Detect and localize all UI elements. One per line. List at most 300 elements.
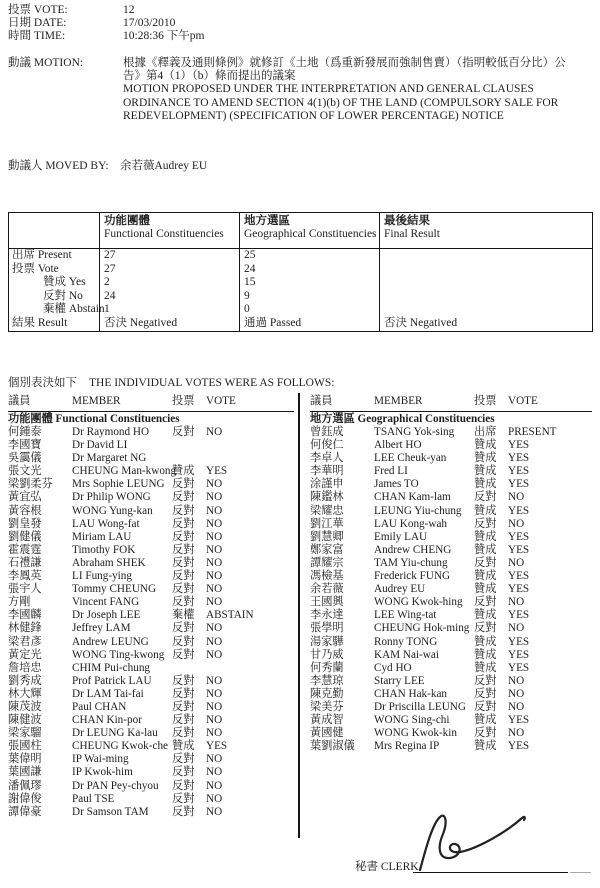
vote-value-en: YES <box>508 452 530 465</box>
vote-value-zh: 贊成 <box>474 478 497 491</box>
vote-value-zh: 贊成 <box>474 439 497 452</box>
vote-value-en: NO <box>206 674 223 687</box>
vote-row <box>8 622 294 635</box>
vote-value-en: YES <box>508 439 530 452</box>
vote-value-zh: 贊成 <box>474 452 497 465</box>
member-name-en: Emily LAU <box>374 530 428 543</box>
member-en-header: MEMBER <box>72 395 121 407</box>
member-name-zh: 甘乃威 <box>310 648 344 661</box>
vote-row <box>310 609 592 622</box>
summary-row-label: 投票 Vote <box>12 262 59 275</box>
vote-value-en: NO <box>206 491 223 504</box>
member-name-zh: 李永達 <box>310 609 344 622</box>
summary-header-final <box>379 213 592 249</box>
member-name-en: LEUNG Yiu-chung <box>374 504 462 517</box>
vote-value-en: NO <box>206 766 223 779</box>
member-name-en: James TO <box>374 478 419 491</box>
geographical-votes-column <box>310 393 592 753</box>
member-name-en: LEE Wing-tat <box>374 609 437 622</box>
member-name-zh: 李慧琼 <box>310 674 344 687</box>
member-name-zh: 林大輝 <box>8 687 42 700</box>
vote-row <box>310 662 592 675</box>
functional-section-label: 功能團體 Functional Constituencies <box>8 413 180 425</box>
member-name-en: Tommy CHEUNG <box>72 583 157 596</box>
vote-row <box>310 636 592 649</box>
vote-row <box>8 766 294 779</box>
vote-value-zh: 贊成 <box>474 530 497 543</box>
vote-row <box>8 544 294 557</box>
member-name-en: Fred LI <box>374 465 408 478</box>
vote-value-en: YES <box>508 635 530 648</box>
member-name-en: Mrs Sophie LEUNG <box>72 478 165 491</box>
member-name-zh: 黃宜弘 <box>8 491 42 504</box>
vote-value-zh: 反對 <box>172 766 195 779</box>
member-name-en: IP Wai-ming <box>72 753 129 766</box>
moved-by-value: 余若薇Audrey EU <box>120 160 208 172</box>
vote-row <box>8 439 294 452</box>
vote-value-en: NO <box>206 570 223 583</box>
vote-value-en: YES <box>508 465 530 478</box>
vote-value-zh: 反對 <box>172 753 195 766</box>
member-name-zh: 林健鋒 <box>8 622 42 635</box>
member-name-zh: 葉國謙 <box>8 766 42 779</box>
vote-value-zh: 反對 <box>172 491 195 504</box>
summary-row-label: 贊成 Yes <box>43 276 86 289</box>
vote-value-zh: 反對 <box>172 687 195 700</box>
member-name-zh: 劉皇發 <box>8 517 42 530</box>
member-name-en: CHEUNG Hok-ming <box>374 622 470 635</box>
vote-value-zh: 反對 <box>172 622 195 635</box>
motion-block <box>8 57 592 123</box>
vote-row <box>8 478 294 491</box>
member-name-en: Albert HO <box>374 439 422 452</box>
member-name-zh: 李卓人 <box>310 452 344 465</box>
member-name-zh: 鄭家富 <box>310 543 344 556</box>
vote-value-en: NO <box>206 779 223 792</box>
member-name-en: CHEUNG Kwok-che <box>72 740 169 753</box>
member-name-en: LI Fung-ying <box>72 570 132 583</box>
member-name-zh: 劉健儀 <box>8 530 42 543</box>
vote-value-en: NO <box>206 714 223 727</box>
vote-row <box>8 649 294 662</box>
vote-value-en: YES <box>508 661 530 674</box>
member-name-en: CHEUNG Man-kwong <box>72 465 177 478</box>
summary-functional-value: 1 <box>99 303 239 317</box>
vote-value-en: NO <box>508 596 525 609</box>
member-name-zh: 潘佩璆 <box>8 779 42 792</box>
individual-votes-area <box>8 393 592 840</box>
member-name-zh: 張學明 <box>310 622 344 635</box>
summary-functional-value: 27 <box>99 249 239 263</box>
vote-row <box>8 570 294 583</box>
motion-text <box>123 57 592 123</box>
member-en-header: MEMBER <box>374 395 423 407</box>
vote-value-zh <box>172 662 206 675</box>
clerk-signature-icon <box>408 808 533 879</box>
summary-table <box>8 212 593 332</box>
vote-row <box>8 780 294 793</box>
summary-header-geographical <box>239 213 379 249</box>
summary-final-value <box>379 303 592 317</box>
vote-row <box>8 452 294 465</box>
member-name-zh: 黃定光 <box>8 648 42 661</box>
vote-value-zh: 反對 <box>172 570 195 583</box>
text-line: REDEVELOPMENT) (SPECIFICATION OF LOWER PERCENTAGE) NOTICE <box>123 109 504 122</box>
vote-row <box>8 740 294 753</box>
member-name-en: Vincent FANG <box>72 596 140 609</box>
vote-value-zh: 反對 <box>172 517 195 530</box>
summary-geographical-value: 0 <box>239 303 379 317</box>
vote-value-en: NO <box>206 635 223 648</box>
member-name-zh: 霍震霆 <box>8 543 42 556</box>
vote-value-zh: 反對 <box>172 700 195 713</box>
vote-value-en: NO <box>508 687 525 700</box>
vote-value-zh: 贊成 <box>172 465 195 478</box>
member-name-zh: 陳鑑林 <box>310 491 344 504</box>
vote-value-zh: 反對 <box>474 674 497 687</box>
member-name-en: Dr Raymond HO <box>72 426 150 438</box>
vote-value-en: YES <box>206 465 228 478</box>
vote-value-en: NO <box>206 556 223 569</box>
vote-value-zh: 反對 <box>172 504 195 517</box>
member-name-en: WONG Yung-kan <box>72 504 153 517</box>
vote-value-zh: 贊成 <box>474 714 497 727</box>
vote-value-en: NO <box>206 648 223 661</box>
vote-value-en: NO <box>206 517 223 530</box>
text-line: 告》第4（1）（b）條而提出的議案 <box>123 70 296 83</box>
member-name-en: CHAN Kin-por <box>72 714 142 727</box>
vote-value-zh: 反對 <box>172 674 195 687</box>
vote-row <box>8 727 294 740</box>
vote-row <box>8 636 294 649</box>
vote-value-en: NO <box>206 478 223 491</box>
functional-vote-rows <box>8 426 294 819</box>
vote-value-en: ABSTAIN <box>206 609 254 622</box>
member-name-zh: 梁家騮 <box>8 727 42 740</box>
member-name-zh: 譚耀宗 <box>310 556 344 569</box>
vote-row <box>310 557 592 570</box>
vote-value-zh: 反對 <box>474 727 497 740</box>
member-name-zh: 李鳳英 <box>8 570 42 583</box>
member-name-zh: 陳健波 <box>8 714 42 727</box>
summary-final-value <box>379 249 592 263</box>
member-name-zh: 劉江華 <box>310 517 344 530</box>
vote-row <box>8 465 294 478</box>
vote-value-zh: 贊成 <box>474 661 497 674</box>
vote-zh-header: 投票 <box>172 395 195 407</box>
vote-row <box>8 596 294 609</box>
vote-row <box>310 740 592 753</box>
member-name-en: Dr Priscilla LEUNG <box>374 700 466 713</box>
vote-row <box>310 491 592 504</box>
member-name-en: Dr Philip WONG <box>72 491 151 504</box>
member-name-zh: 黃成智 <box>310 714 344 727</box>
member-name-en: Jeffrey LAM <box>72 622 131 635</box>
member-name-en: TSANG Yok-sing <box>374 426 455 438</box>
vote-value-en: NO <box>508 491 525 504</box>
vote-value-zh: 贊成 <box>474 635 497 648</box>
vote-row <box>8 688 294 701</box>
vote-value-zh: 贊成 <box>474 583 497 596</box>
member-name-zh: 何秀蘭 <box>310 661 344 674</box>
member-name-en: Dr Joseph LEE <box>72 609 141 622</box>
vote-value-en: NO <box>206 792 223 805</box>
vote-value-en: NO <box>206 753 223 766</box>
member-name-en: Starry LEE <box>374 674 425 687</box>
vote-row <box>310 452 592 465</box>
member-name-zh: 李國麟 <box>8 609 42 622</box>
member-name-zh: 張文光 <box>8 465 42 478</box>
vote-value-en: NO <box>508 556 525 569</box>
vote-value-zh: 贊成 <box>172 740 195 753</box>
time-value: 10:28:36 下午pm <box>123 30 205 42</box>
member-name-en: Dr Margaret NG <box>72 452 147 465</box>
motion-text-english <box>123 83 592 123</box>
vote-row <box>310 426 592 439</box>
member-name-zh: 黃容根 <box>8 504 42 517</box>
vote-value-en <box>206 662 294 675</box>
vote-value-zh: 反對 <box>474 687 497 700</box>
vote-value-zh: 出席 <box>474 426 497 438</box>
vote-row <box>8 609 294 622</box>
vote-value-en: YES <box>508 478 530 491</box>
text-line: 根據《釋義及通則條例》就修訂《土地（爲重新發展而強制售賣）（指明較低百分比）公 <box>123 57 566 69</box>
vote-value-zh: 反對 <box>172 727 195 740</box>
member-name-zh: 梁耀忠 <box>310 504 344 517</box>
vote-value-zh: 反對 <box>172 530 195 543</box>
member-name-en: WONG Kwok-hing <box>374 596 463 609</box>
member-name-en: KAM Nai-wai <box>374 648 439 661</box>
summary-geographical-value: 9 <box>239 290 379 304</box>
summary-final-value: 否決 Negatived <box>379 317 592 331</box>
vote-number-label: 投票 VOTE: <box>8 4 68 16</box>
individual-votes-heading-en: THE INDIVIDUAL VOTES WERE AS FOLLOWS: <box>89 377 335 389</box>
vote-value-en: YES <box>508 609 530 622</box>
vote-row <box>8 426 294 439</box>
member-name-zh: 李國寶 <box>8 439 42 452</box>
vote-value-en: YES <box>508 648 530 661</box>
member-name-zh: 梁君彥 <box>8 635 42 648</box>
member-name-zh: 梁美芬 <box>310 700 344 713</box>
vote-value-en: YES <box>508 504 530 517</box>
vote-value-zh: 贊成 <box>474 465 497 478</box>
vote-value-zh: 反對 <box>172 543 195 556</box>
member-zh-header: 議員 <box>310 395 333 407</box>
vote-row <box>8 662 294 675</box>
member-name-en: LAU Wong-fat <box>72 517 140 530</box>
summary-row-label: 出席 Present <box>12 249 72 261</box>
vote-value-zh: 反對 <box>474 556 497 569</box>
vote-value-en: YES <box>508 570 530 583</box>
vote-row <box>310 518 592 531</box>
moved-by-label: 動議人 MOVED BY: <box>8 160 109 172</box>
vote-value-zh: 反對 <box>474 700 497 713</box>
member-name-en: IP Kwok-him <box>72 766 133 779</box>
summary-geographical-value: 通過 Passed <box>239 317 379 331</box>
vote-value-zh: 贊成 <box>474 543 497 556</box>
member-name-en: WONG Ting-kwong <box>72 648 165 661</box>
member-name-zh: 梁劉柔芬 <box>8 478 53 491</box>
member-name-zh: 吳靄儀 <box>8 452 42 465</box>
member-name-zh: 何俊仁 <box>310 439 344 452</box>
member-name-en: WONG Sing-chi <box>374 714 450 727</box>
summary-header-final-zh: 最後結果 <box>384 215 430 227</box>
vote-row <box>310 439 592 452</box>
vote-value-zh: 贊成 <box>474 504 497 517</box>
member-name-zh: 石禮謙 <box>8 556 42 569</box>
vote-value-zh: 贊成 <box>474 740 497 753</box>
member-name-zh: 葉偉明 <box>8 753 42 766</box>
member-name-en: Frederick FUNG <box>374 570 451 583</box>
vote-row <box>8 531 294 544</box>
summary-final-value <box>379 290 592 304</box>
summary-geographical-value: 24 <box>239 263 379 277</box>
member-name-en: Paul CHAN <box>72 700 127 713</box>
geographical-section-label: 地方選區 Geographical Constituencies <box>310 413 495 425</box>
vote-row <box>8 675 294 688</box>
member-name-zh: 劉秀成 <box>8 674 42 687</box>
member-name-en: Dr David LI <box>72 439 128 452</box>
vote-value-zh <box>172 439 206 452</box>
functional-votes-column <box>8 393 294 819</box>
vote-row <box>310 688 592 701</box>
member-name-en: Cyd HO <box>374 661 412 674</box>
member-name-en: Dr LEUNG Ka-lau <box>72 727 158 740</box>
vote-value-zh: 反對 <box>474 491 497 504</box>
vote-value-en: YES <box>206 740 228 753</box>
vote-value-zh: 反對 <box>172 805 195 818</box>
vote-row <box>310 649 592 662</box>
member-name-en: Dr LAM Tai-fai <box>72 687 144 700</box>
vote-value-en <box>206 439 294 452</box>
vote-value-en: NO <box>206 700 223 713</box>
vote-value-en: NO <box>206 596 223 609</box>
vote-value-zh: 反對 <box>172 792 195 805</box>
time-label: 時間 TIME: <box>8 30 66 42</box>
member-name-zh: 劉慧卿 <box>310 530 344 543</box>
vote-row <box>8 505 294 518</box>
vote-number-value: 12 <box>123 4 135 16</box>
vote-en-header: VOTE <box>206 395 236 407</box>
member-name-zh: 謝偉俊 <box>8 792 42 805</box>
vote-row <box>310 531 592 544</box>
vote-value-en: YES <box>508 583 530 596</box>
vote-info-block <box>8 4 204 43</box>
member-name-zh: 王國興 <box>310 596 344 609</box>
vote-value-zh <box>172 452 206 465</box>
vote-value-zh: 反對 <box>172 635 195 648</box>
summary-header-geographical-zh: 地方選區 <box>244 215 290 227</box>
vote-value-zh: 反對 <box>474 596 497 609</box>
summary-row-label: 結果 Result <box>12 316 68 329</box>
summary-functional-value: 2 <box>99 276 239 290</box>
member-name-en: Ronny TONG <box>374 635 438 648</box>
member-name-zh: 湯家驊 <box>310 635 344 648</box>
vote-value-zh: 反對 <box>172 478 195 491</box>
summary-header-functional <box>99 213 239 249</box>
date-label: 日期 DATE: <box>8 17 67 29</box>
member-name-en: Paul TSE <box>72 792 115 805</box>
moved-by-block <box>8 160 207 173</box>
vote-value-en: NO <box>206 622 223 635</box>
vote-value-zh: 贊成 <box>474 648 497 661</box>
member-name-en: Dr Samson TAM <box>72 805 149 818</box>
member-name-en: CHIM Pui-chung <box>72 661 151 674</box>
vote-value-zh: 反對 <box>172 779 195 792</box>
vote-value-zh: 反對 <box>172 714 195 727</box>
member-name-zh: 黃國健 <box>310 727 344 740</box>
summary-row-label: 反對 No <box>43 289 83 302</box>
motion-label: 動議 MOTION: <box>8 57 84 69</box>
vote-value-zh: 反對 <box>474 622 497 635</box>
vote-value-en: NO <box>206 543 223 556</box>
vote-value-en: NO <box>206 583 223 596</box>
summary-header-functional-zh: 功能團體 <box>104 215 150 227</box>
vote-value-zh: 反對 <box>474 517 497 530</box>
vote-row <box>310 596 592 609</box>
member-name-zh: 馮檢基 <box>310 570 344 583</box>
member-name-zh: 陳克勤 <box>310 687 344 700</box>
member-name-en: WONG Kwok-kin <box>374 727 457 740</box>
member-name-zh: 曾鈺成 <box>310 426 344 438</box>
motion-text-chinese <box>123 57 592 83</box>
member-zh-header: 議員 <box>8 395 31 407</box>
summary-final-value <box>379 263 592 277</box>
vote-value-zh: 贊成 <box>474 609 497 622</box>
vote-row <box>310 727 592 740</box>
summary-header-empty <box>9 213 99 249</box>
vote-value-en: NO <box>508 727 525 740</box>
vote-row <box>310 570 592 583</box>
vote-value-zh: 反對 <box>172 426 195 438</box>
vote-value-en: NO <box>508 700 525 713</box>
summary-header-geographical-en: Geographical Constituencies <box>244 228 377 240</box>
member-name-en: Abraham SHEK <box>72 556 146 569</box>
vote-value-en: NO <box>508 622 525 635</box>
individual-votes-heading-zh: 個別表決如下 <box>8 377 77 389</box>
vote-row <box>8 518 294 531</box>
vote-en-header: VOTE <box>508 395 538 407</box>
vote-value-en: YES <box>508 530 530 543</box>
clerk-label: 秘書 CLERK <box>355 861 419 873</box>
vote-value-en <box>206 452 294 465</box>
member-name-en: TAM Yiu-chung <box>374 556 448 569</box>
vote-row <box>310 478 592 491</box>
vote-value-zh: 反對 <box>172 596 195 609</box>
member-name-en: Timothy FOK <box>72 543 136 556</box>
vote-row <box>8 806 294 819</box>
vote-row <box>8 714 294 727</box>
date-value: 17/03/2010 <box>123 17 176 29</box>
vote-value-zh: 反對 <box>172 583 195 596</box>
member-name-zh: 余若薇 <box>310 583 344 596</box>
vote-value-en: NO <box>508 674 525 687</box>
text-line: ORDINANCE TO AMEND SECTION 4(1)(b) OF THE LAND (COMPULSORY SALE FOR <box>123 96 559 109</box>
clerk-signature-line-faint <box>570 872 591 873</box>
member-name-zh: 何鍾泰 <box>8 426 42 438</box>
vote-row <box>310 544 592 557</box>
geographical-vote-rows <box>310 426 592 753</box>
vote-value-en: PRESENT <box>508 426 557 438</box>
column-divider-line <box>298 393 300 838</box>
member-name-zh: 張宇人 <box>8 583 42 596</box>
vote-value-en: NO <box>206 530 223 543</box>
member-name-zh: 陳茂波 <box>8 700 42 713</box>
member-name-zh: 涂謹申 <box>310 478 344 491</box>
vote-value-en: YES <box>508 740 530 753</box>
member-name-zh: 張國柱 <box>8 740 42 753</box>
summary-geographical-value: 15 <box>239 276 379 290</box>
